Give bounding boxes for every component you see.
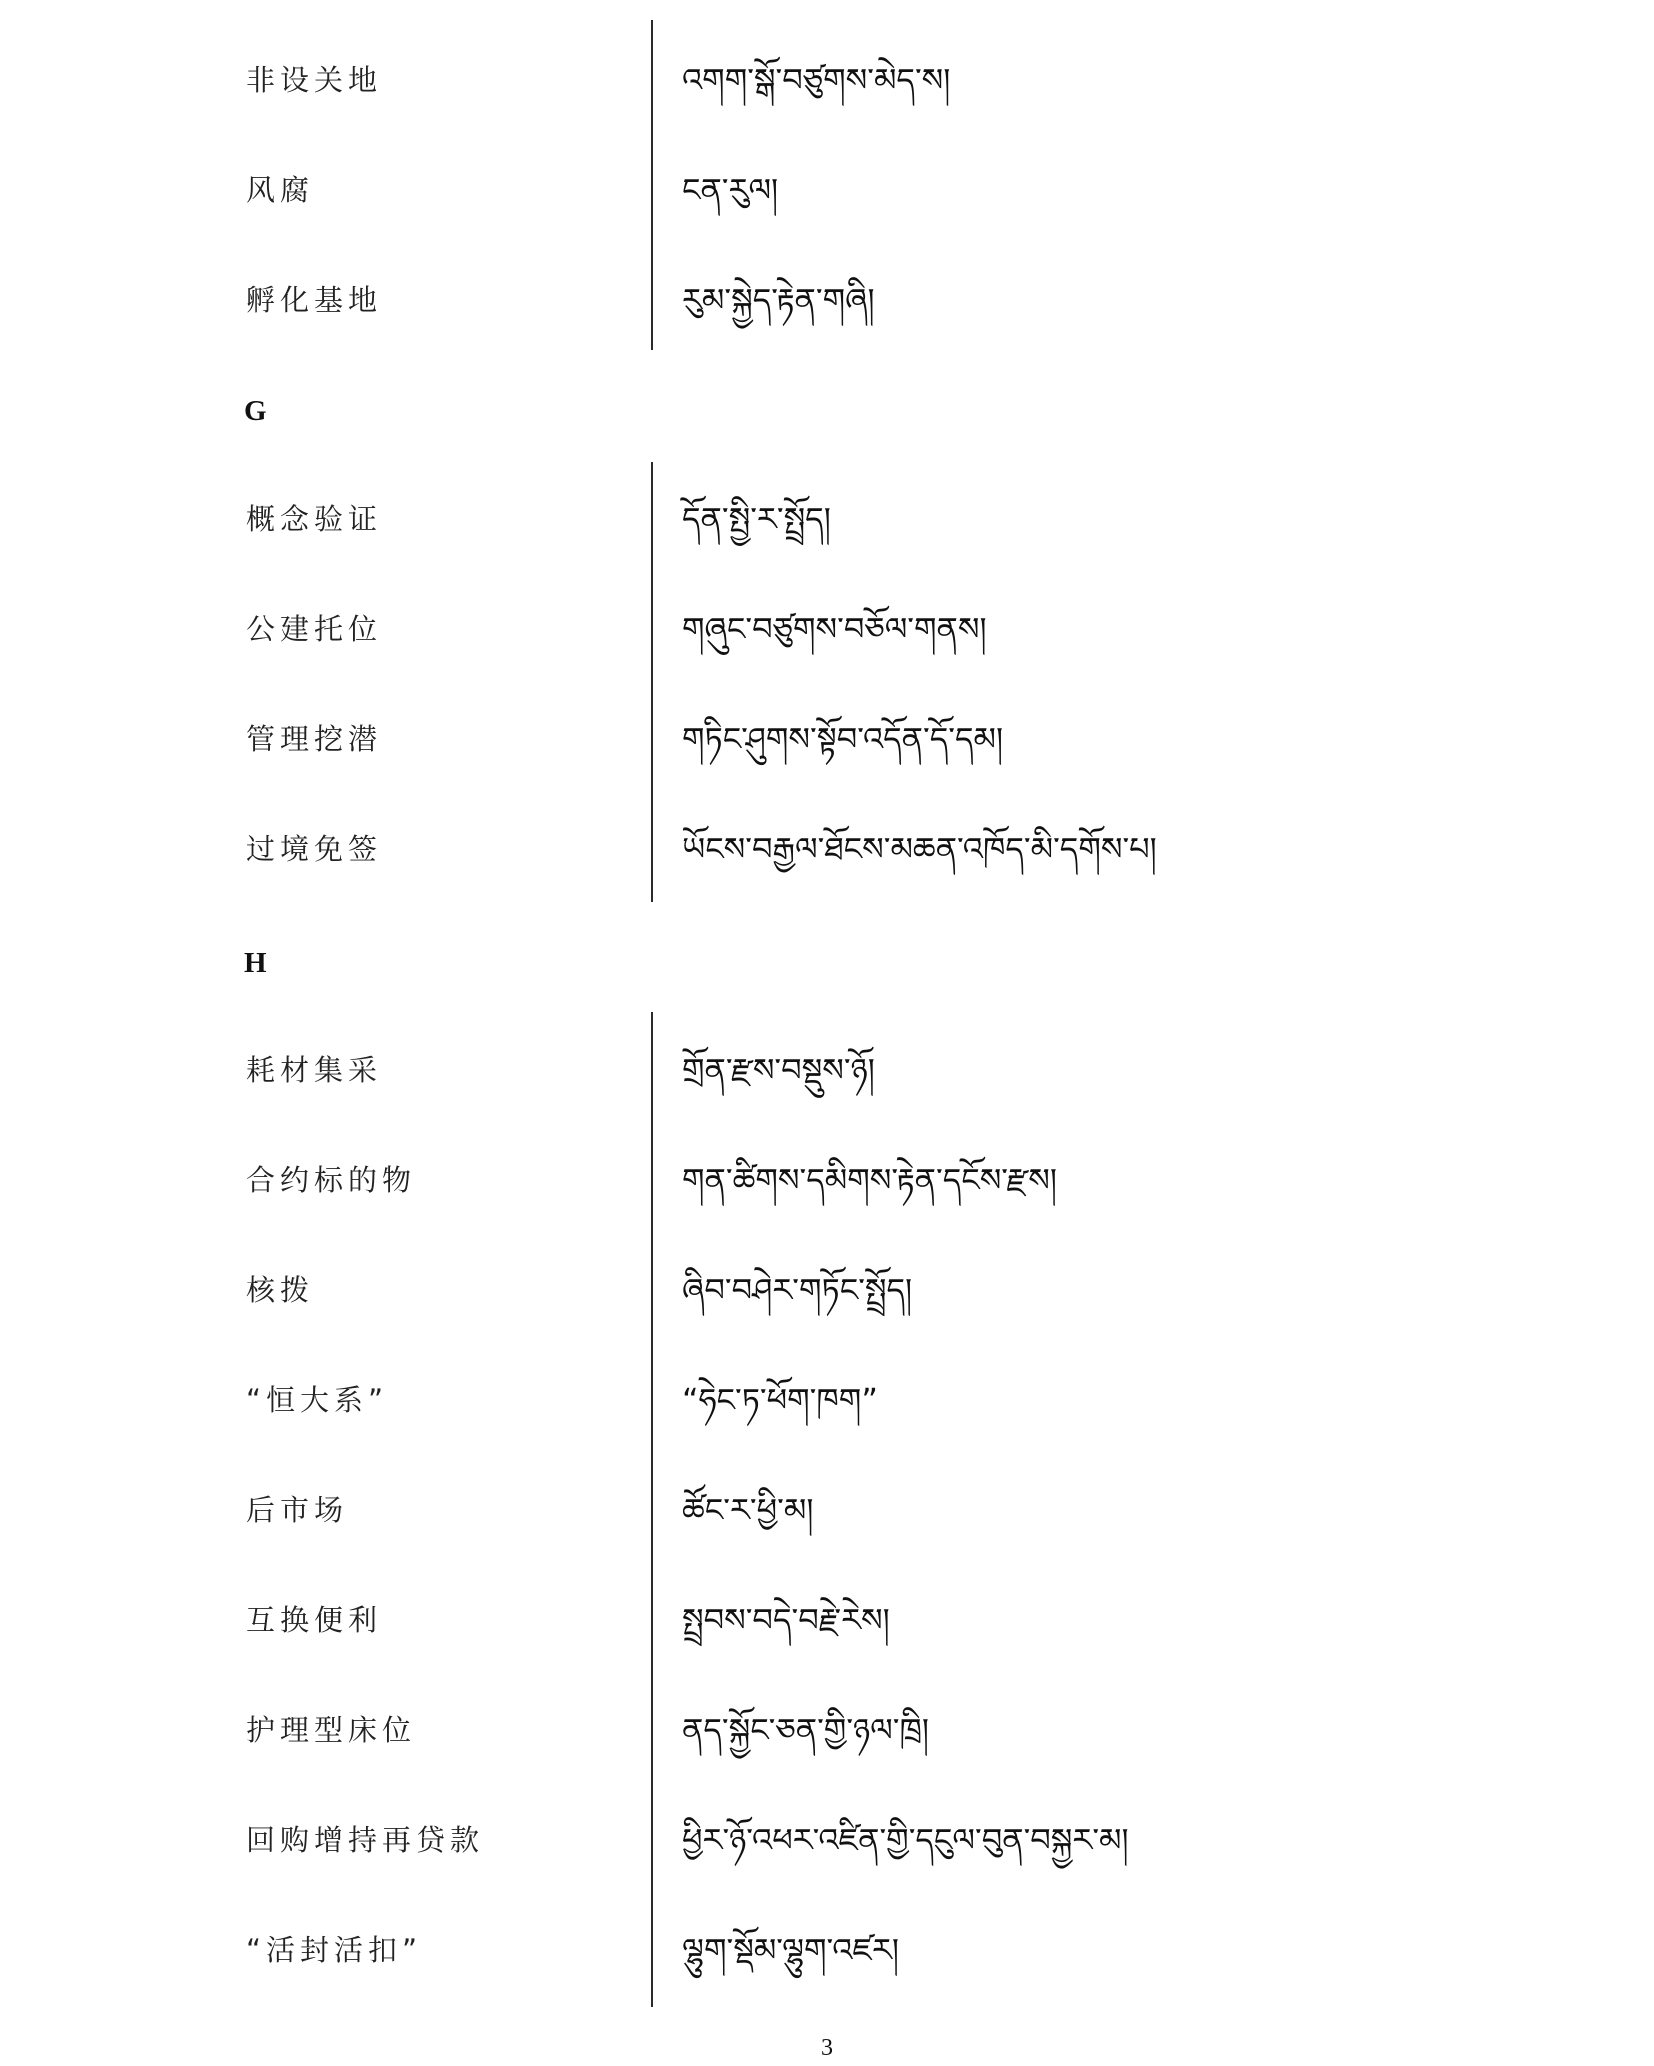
tibetan-term: གྲོན་རྫས་བསྡུས་ཉོ། [682, 1051, 875, 1089]
chinese-term: 孵化基地 [246, 283, 383, 317]
glossary-entry [0, 1260, 1654, 1320]
chinese-term: 后市场 [246, 1493, 349, 1527]
tibetan-term: ཕྱིར་ཉོ་འཕར་འཛིན་གྱི་དངུལ་བུན་བསྐྱར་མ། [682, 1821, 1129, 1859]
chinese-term: 核拨 [246, 1273, 315, 1307]
chinese-term: 互换便利 [246, 1603, 383, 1637]
glossary-entry [0, 1700, 1654, 1760]
glossary-entry [0, 160, 1654, 220]
chinese-term: 回购增持再贷款 [246, 1823, 485, 1857]
chinese-term: “活封活扣” [246, 1933, 423, 1967]
section-letter-h: H [244, 947, 267, 979]
glossary-entry [0, 819, 1654, 879]
tibetan-term: དོན་སྤྱི་ར་སྤྲོད། [682, 500, 831, 538]
glossary-entry [0, 599, 1654, 659]
chinese-term: 风腐 [246, 173, 315, 207]
tibetan-term: སྤྲབས་བདེ་བརྗེ་རེས། [682, 1601, 890, 1639]
tibetan-term: ལྷུག་སྡོམ་ལྷུག་འཛར། [682, 1931, 900, 1969]
tibetan-term: ངན་རུལ། [682, 171, 779, 209]
glossary-entry [0, 1480, 1654, 1540]
glossary-entry [0, 270, 1654, 330]
tibetan-term: ཡོངས་བརྒྱལ་ཐོངས་མཆན་འཁོད་མི་དགོས་པ། [682, 830, 1157, 868]
chinese-term: 耗材集采 [246, 1053, 383, 1087]
glossary-entry [0, 1810, 1654, 1870]
glossary-entry [0, 1370, 1654, 1430]
glossary-entry [0, 1920, 1654, 1980]
chinese-term: 非设关地 [246, 63, 383, 97]
chinese-term: “恒大系” [246, 1383, 389, 1417]
tibetan-term: ནད་སྐྱོང་ཅན་གྱི་ཉལ་ཁྲི། [682, 1711, 929, 1749]
glossary-entry [0, 709, 1654, 769]
tibetan-term: ཚོང་ར་ཕྱི་མ། [682, 1491, 814, 1529]
glossary-entry [0, 1590, 1654, 1650]
chinese-term: 过境免签 [246, 832, 383, 866]
tibetan-term: གན་ཚིགས་དམིགས་རྟེན་དངོས་རྫས། [682, 1161, 1057, 1199]
glossary-entry [0, 489, 1654, 549]
chinese-term: 概念验证 [246, 502, 383, 536]
tibetan-term: ཞིབ་བཤེར་གཏོང་སྤྲོད། [682, 1271, 913, 1309]
glossary-entry [0, 50, 1654, 110]
page-number: 3 [821, 2035, 833, 2061]
section-letter-g: G [244, 395, 267, 427]
tibetan-term: “ཧེང་ཏ་ཕོག་ཁག” [682, 1381, 878, 1419]
tibetan-term: འགག་སྒོ་བཙུགས་མེད་ས། [682, 61, 951, 99]
chinese-term: 管理挖潜 [246, 722, 383, 756]
chinese-term: 合约标的物 [246, 1163, 417, 1197]
chinese-term: 公建托位 [246, 612, 383, 646]
tibetan-term: གཞུང་བཙུགས་བཅོལ་གནས། [682, 610, 987, 648]
glossary-entry [0, 1040, 1654, 1100]
tibetan-term: རུམ་སྐྱེད་རྟེན་གཞི། [682, 281, 875, 319]
glossary-entry [0, 1150, 1654, 1210]
tibetan-term: གཏིང་ཤུགས་སྟོབ་འདོན་དོ་དམ། [682, 720, 1004, 758]
chinese-term: 护理型床位 [246, 1713, 417, 1747]
